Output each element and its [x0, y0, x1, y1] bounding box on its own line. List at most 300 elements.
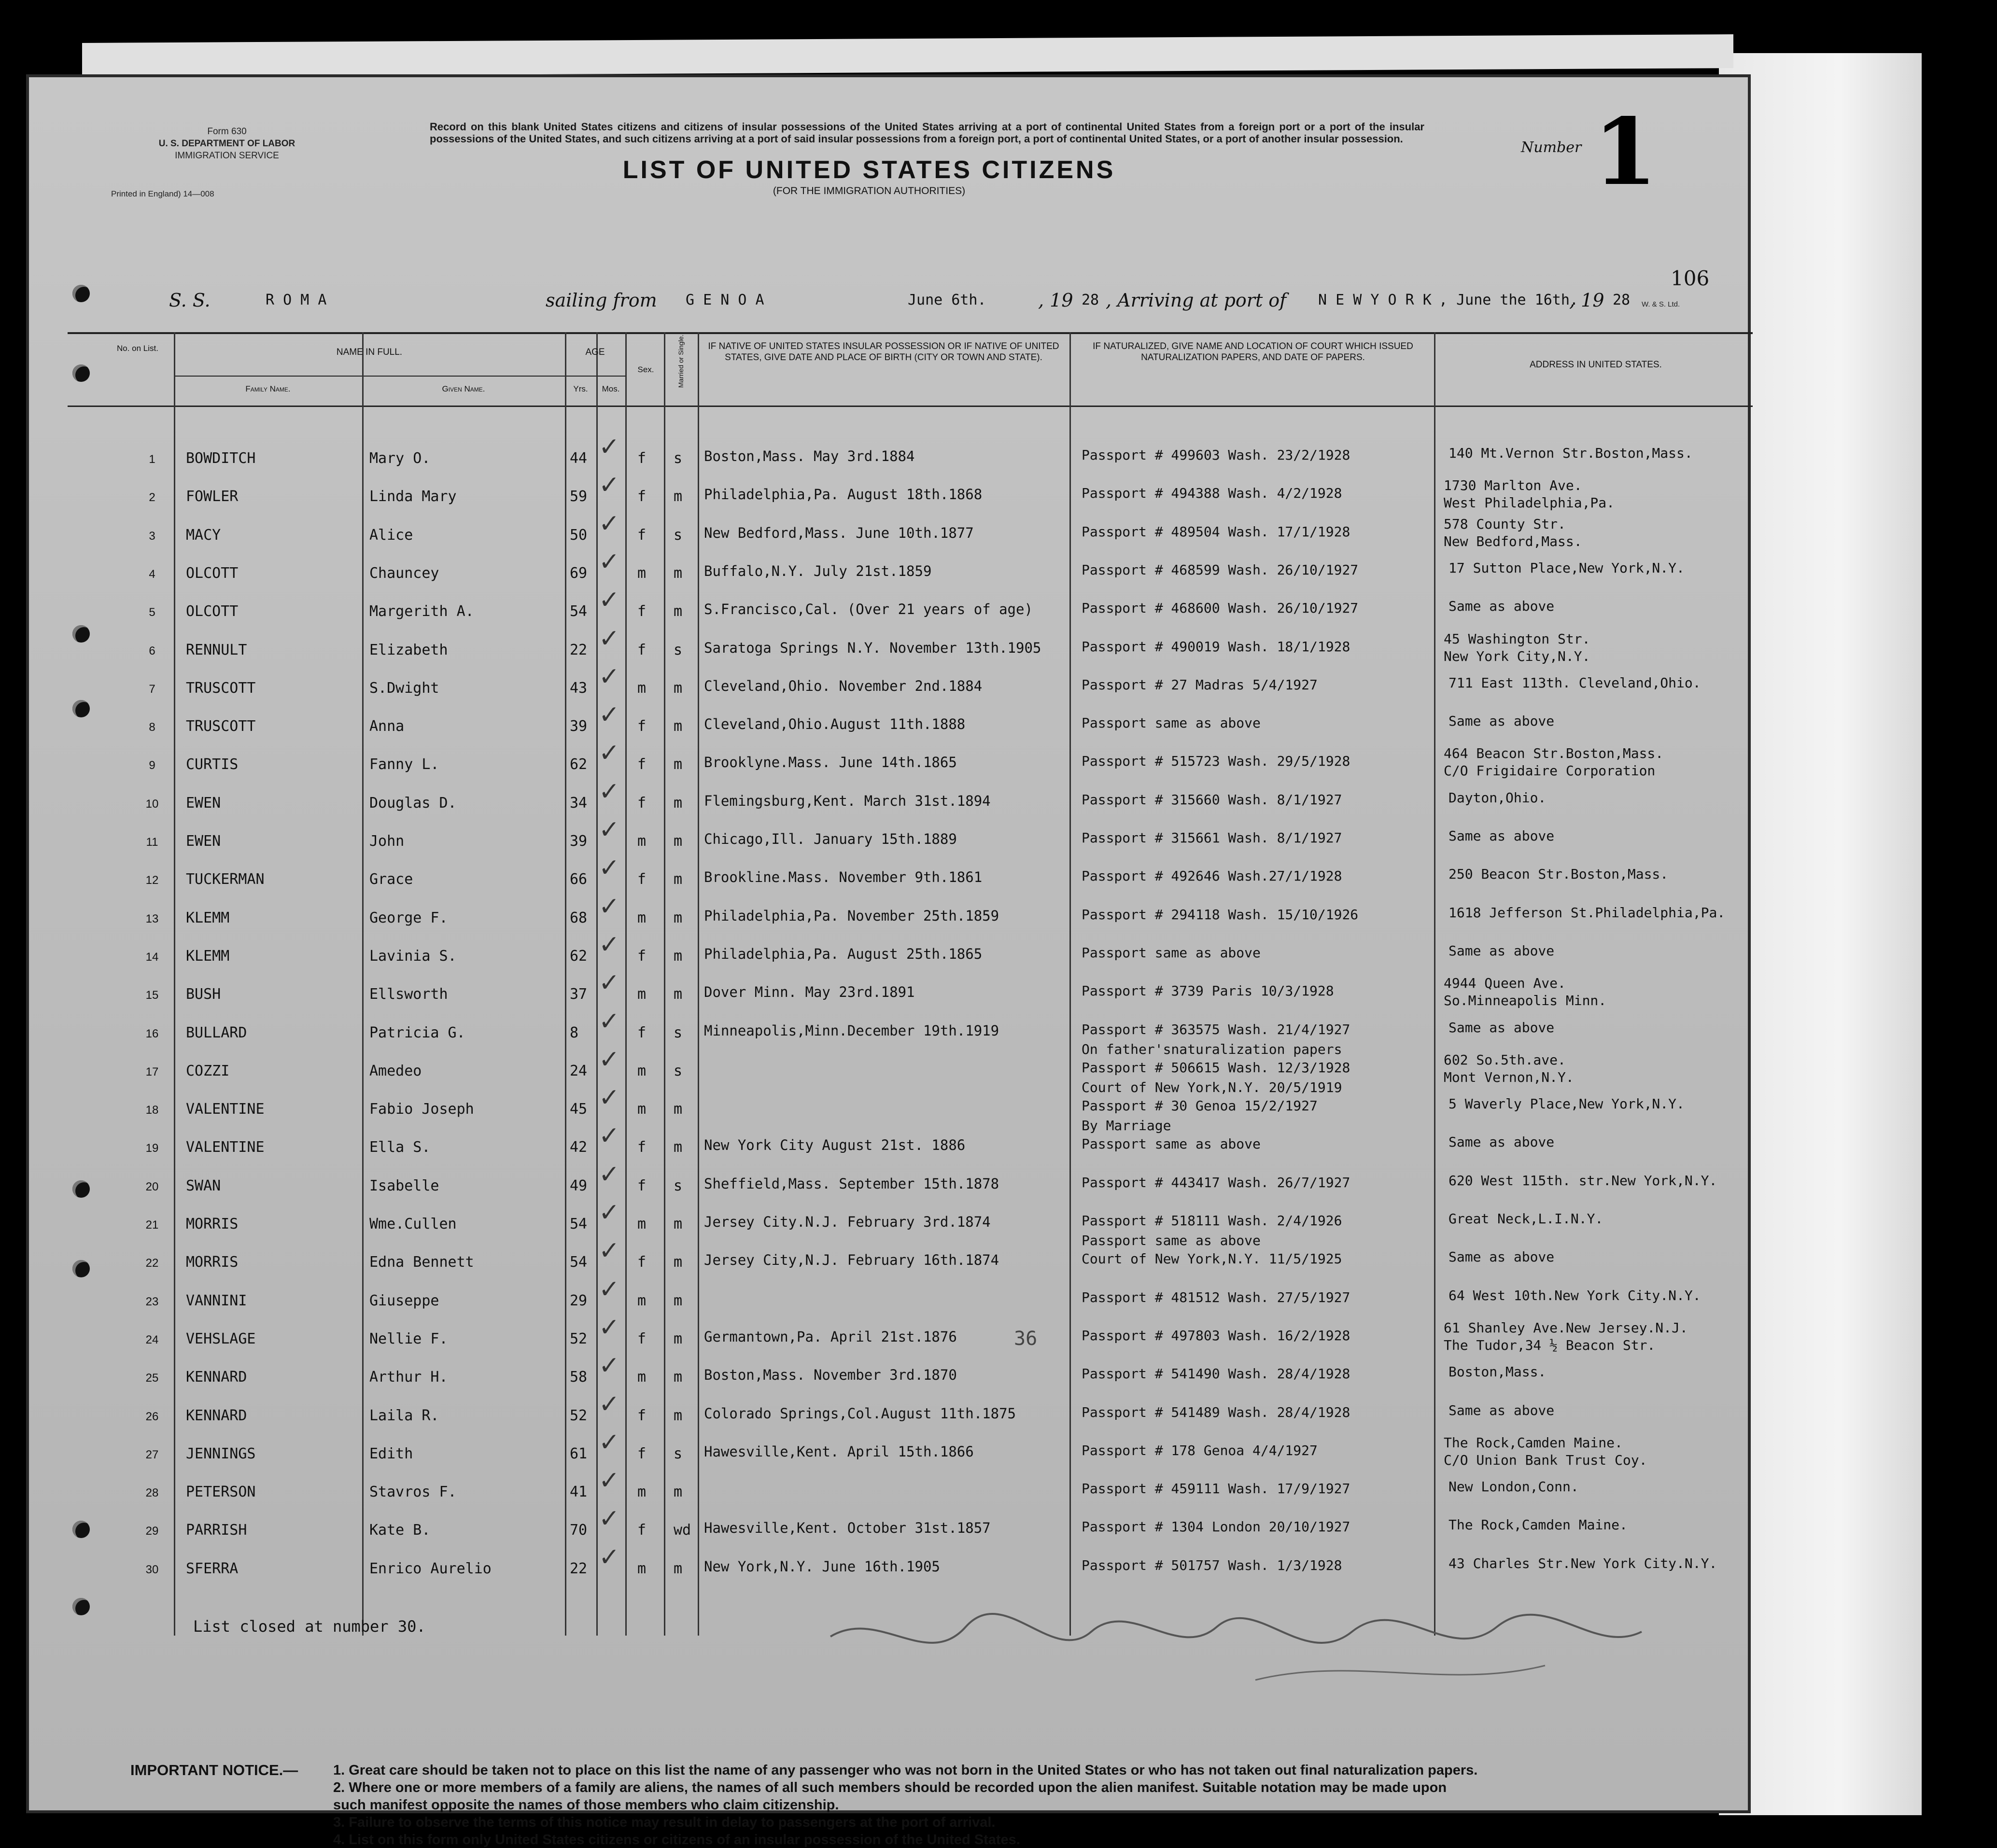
given-name: Amedeo — [369, 1062, 422, 1079]
birth-details: Hawesville,Kent. April 15th.1866 — [704, 1443, 974, 1460]
sex: f — [637, 450, 647, 467]
row-number: 8 — [149, 721, 155, 734]
table-row — [68, 892, 1753, 941]
passport-details: Passport # 315661 Wash. 8/1/1927 — [1082, 830, 1342, 846]
row-number: 18 — [145, 1104, 159, 1117]
marital-status: m — [674, 871, 683, 888]
age-years: 37 — [570, 986, 588, 1003]
address-line-2: West Philadelphia,Pa. — [1444, 495, 1615, 511]
sail-date: June 6th. — [908, 292, 986, 308]
marital-status: m — [674, 603, 683, 620]
age-years: 44 — [570, 450, 588, 467]
address-line-1: New London,Conn. — [1449, 1479, 1579, 1495]
form-number: Form 630 — [207, 126, 247, 137]
header-yrs: Yrs. — [573, 384, 588, 393]
notice-item: 1. Great care should be taken not to place on this list the name of any passenger who was not born in the United States or who has not taken out final naturalization papers. — [333, 1763, 1478, 1778]
naturalization-note: Passport same as above — [1082, 1232, 1261, 1249]
sex: m — [637, 564, 647, 582]
check-mark-icon: ✓ — [599, 1542, 620, 1572]
passport-details: Passport # 1304 London 20/10/1927 — [1082, 1519, 1350, 1535]
address-line-1: Same as above — [1449, 828, 1555, 844]
marital-status: m — [674, 1407, 683, 1424]
marital-status: m — [674, 1139, 683, 1156]
birth-details: Chicago,Ill. January 15th.1889 — [704, 831, 957, 847]
age-years: 59 — [570, 488, 588, 505]
header-given-name: Given Name. — [442, 384, 485, 393]
binding-hole — [72, 364, 90, 382]
check-mark-icon: ✓ — [599, 777, 620, 806]
passport-details: Passport # 459111 Wash. 17/9/1927 — [1082, 1481, 1350, 1497]
family-name: EWEN — [186, 794, 221, 812]
passport-details: Passport # 518111 Wash. 2/4/1926 — [1082, 1213, 1342, 1229]
age-years: 42 — [570, 1139, 588, 1156]
given-name: Stavros F. — [369, 1484, 457, 1501]
department: U. S. DEPARTMENT OF LABOR — [158, 139, 295, 149]
address-line-1: 250 Beacon Str.Boston,Mass. — [1449, 866, 1669, 882]
given-name: Mary O. — [369, 450, 431, 467]
age-years: 41 — [570, 1484, 588, 1501]
sex: f — [637, 1139, 647, 1156]
year-prefix-2: , 19 — [1569, 290, 1604, 311]
marital-status: m — [674, 1216, 683, 1232]
row-number: 30 — [145, 1563, 159, 1576]
address-line-1: Same as above — [1449, 942, 1555, 959]
notice-item: such manifest opposite the names of those members who claim citizenship. — [333, 1797, 839, 1813]
address-line-1: 1618 Jefferson St.Philadelphia,Pa. — [1449, 904, 1726, 921]
given-name: Douglas D. — [369, 794, 457, 812]
number-label: Number — [1521, 139, 1582, 156]
family-name: MORRIS — [186, 1216, 239, 1232]
address-line-1: 620 West 115th. str.New York,N.Y. — [1449, 1172, 1717, 1189]
check-mark-icon: ✓ — [599, 1121, 620, 1151]
given-name: Anna — [369, 718, 405, 735]
binding-hole — [72, 700, 90, 717]
address-line-1: 140 Mt.Vernon Str.Boston,Mass. — [1449, 445, 1693, 461]
birth-details: Colorado Springs,Col.August 11th.1875 — [704, 1405, 1016, 1422]
address-line-1: 45 Washington Str. — [1444, 630, 1590, 647]
header-sex: Sex. — [637, 365, 654, 374]
marital-status: s — [674, 450, 683, 467]
header-no-on-list: No. on List. — [117, 344, 158, 353]
check-mark-icon: ✓ — [599, 1466, 620, 1496]
age-years: 50 — [570, 526, 588, 544]
marital-status: m — [674, 1330, 683, 1347]
header-native: IF NATIVE OF UNITED STATES INSULAR POSSESSION OR IF NATIVE OF UNITED STATES, GIVE DATE AND PLACE OF BIRTH (CITY OR TOWN AND STATE). — [708, 341, 1059, 363]
sex: f — [637, 488, 647, 505]
sex: m — [637, 833, 647, 850]
age-years: 34 — [570, 794, 588, 812]
given-name: Arthur H. — [369, 1369, 448, 1386]
address-line-1: The Rock,Camden Maine. — [1444, 1434, 1623, 1451]
birth-details: Jersey City.N.J. February 3rd.1874 — [704, 1214, 991, 1230]
age-years: 54 — [570, 603, 588, 620]
family-name: KENNARD — [186, 1369, 247, 1386]
header-naturalized: IF NATURALIZED, GIVE NAME AND LOCATION OF COURT WHICH ISSUED NATURALIZATION PAPERS, AND DATE OF PAPERS. — [1093, 341, 1413, 363]
table-row — [68, 1232, 1753, 1286]
header-family-name: Family Name. — [245, 384, 291, 393]
sex: f — [637, 1254, 647, 1271]
to-port: N E W Y O R K — [1318, 292, 1432, 308]
check-mark-icon: ✓ — [599, 1504, 620, 1534]
birth-details: S.Francisco,Cal. (Over 21 years of age) — [704, 601, 1033, 618]
birth-details: Philadelphia,Pa. August 25th.1865 — [704, 945, 983, 962]
marital-status: m — [674, 794, 683, 812]
address-line-1: 17 Sutton Place,New York,N.Y. — [1449, 560, 1685, 576]
address-line-1: Same as above — [1449, 1134, 1555, 1150]
row-number: 26 — [145, 1410, 159, 1423]
sex: f — [637, 794, 647, 812]
passport-details: Passport # 468599 Wash. 26/10/1927 — [1082, 561, 1359, 578]
address-line-1: 578 County Str. — [1444, 516, 1566, 532]
marital-status: m — [674, 718, 683, 735]
sex: f — [637, 1330, 647, 1347]
marital-status: m — [674, 488, 683, 505]
age-subheader-rule — [565, 376, 625, 377]
address-line-1: Same as above — [1449, 1402, 1555, 1418]
check-mark-icon: ✓ — [599, 1160, 620, 1189]
age-years: 29 — [570, 1292, 588, 1309]
given-name: Kate B. — [369, 1522, 431, 1539]
table-row — [68, 854, 1753, 903]
family-name: PARRISH — [186, 1522, 247, 1539]
family-name: COZZI — [186, 1062, 230, 1079]
age-years: 61 — [570, 1445, 588, 1462]
given-name: Laila R. — [369, 1407, 439, 1424]
sex: f — [637, 1024, 647, 1041]
given-name: John — [369, 833, 405, 850]
service: IMMIGRATION SERVICE — [175, 151, 279, 161]
age-years: 52 — [570, 1407, 588, 1424]
passport-details: Passport # 501757 Wash. 1/3/1928 — [1082, 1557, 1342, 1573]
binding-hole — [72, 625, 90, 643]
check-mark-icon: ✓ — [599, 1198, 620, 1227]
passport-details: Passport same as above — [1082, 715, 1261, 731]
birth-details: Dover Minn. May 23rd.1891 — [704, 984, 915, 1001]
birth-details: New York City August 21st. 1886 — [704, 1137, 966, 1154]
sex: m — [637, 986, 647, 1003]
age-years: 45 — [570, 1101, 588, 1118]
handwritten-signature — [821, 1598, 1738, 1694]
address-line-1: 64 West 10th.New York City.N.Y. — [1449, 1287, 1701, 1303]
ss-label: S. S. — [169, 290, 211, 311]
check-mark-icon: ✓ — [599, 739, 620, 768]
arriving-label: , Arriving at port of — [1106, 290, 1287, 311]
birth-details: Jersey City,N.J. February 16th.1874 — [704, 1252, 999, 1269]
check-mark-icon: ✓ — [599, 662, 620, 691]
birth-details: Sheffield,Mass. September 15th.1878 — [704, 1175, 999, 1192]
marital-status: m — [674, 1101, 683, 1118]
check-mark-icon: ✓ — [599, 1236, 620, 1266]
table-row — [68, 1504, 1753, 1554]
passport-details: Passport # 497803 Wash. 16/2/1928 — [1082, 1327, 1350, 1344]
notice-lead: IMPORTANT NOTICE.— — [130, 1762, 298, 1778]
sex: f — [637, 756, 647, 773]
family-name: BUSH — [186, 986, 221, 1003]
passport-details: Passport # 178 Genoa 4/4/1927 — [1082, 1442, 1318, 1458]
row-number: 7 — [149, 682, 155, 696]
given-name: Grace — [369, 871, 413, 888]
age-years: 69 — [570, 564, 588, 582]
sex: f — [637, 1522, 647, 1539]
table-row — [68, 777, 1753, 826]
given-name: Linda Mary — [369, 488, 457, 505]
row-number: 5 — [149, 606, 155, 619]
marital-status: m — [674, 986, 683, 1003]
family-name: VALENTINE — [186, 1139, 265, 1156]
arrival-date: , June the 16th. — [1439, 292, 1578, 308]
address-line-2: The Tudor,34 ½ Beacon Str. — [1444, 1337, 1656, 1353]
given-name: George F. — [369, 909, 448, 926]
age-years: 58 — [570, 1369, 588, 1386]
marital-status: s — [674, 526, 683, 544]
year-prefix-1: , 19 — [1038, 290, 1073, 311]
page-top-edge — [82, 34, 1733, 77]
sex: m — [637, 1101, 647, 1118]
sex: f — [637, 718, 647, 735]
marital-status: s — [674, 1445, 683, 1462]
check-mark-icon: ✓ — [599, 968, 620, 998]
family-name: CURTIS — [186, 756, 239, 773]
given-name: Fanny L. — [369, 756, 439, 773]
address-line-1: Great Neck,L.I.N.Y. — [1449, 1211, 1603, 1227]
family-name: OLCOTT — [186, 603, 239, 620]
naturalization-note: On father'snaturalization papers — [1082, 1041, 1342, 1057]
from-port: G E N O A — [686, 292, 764, 308]
passenger-table — [68, 332, 1753, 1636]
table-row — [68, 1274, 1753, 1324]
age-years: 39 — [570, 718, 588, 735]
given-name: Edith — [369, 1445, 413, 1462]
binding-hole — [72, 285, 90, 302]
row-number: 16 — [145, 1027, 159, 1040]
passport-details: Passport # 541490 Wash. 28/4/1928 — [1082, 1366, 1350, 1382]
sex: f — [637, 1445, 647, 1462]
header-bottom-rule — [68, 406, 1753, 407]
birth-details: Cleveland,Ohio. November 2nd.1884 — [704, 677, 983, 694]
table-row — [68, 1428, 1753, 1477]
table-row — [68, 1389, 1753, 1439]
table-row — [68, 1542, 1753, 1592]
address-line-2: Mont Vernon,N.Y. — [1444, 1069, 1574, 1085]
address-line-1: Same as above — [1449, 1249, 1555, 1265]
sex: m — [637, 1560, 647, 1577]
passport-details: Passport # 468600 Wash. 26/10/1927 — [1082, 600, 1359, 616]
passport-details: Passport # 363575 Wash. 21/4/1927 — [1082, 1021, 1350, 1037]
age-years: 54 — [570, 1254, 588, 1271]
passport-details: Passport # 515723 Wash. 29/5/1928 — [1082, 753, 1350, 770]
address-line-1: Dayton,Ohio. — [1449, 789, 1547, 806]
address-line-2: C/O Frigidaire Corporation — [1444, 763, 1656, 779]
marital-status: m — [674, 1560, 683, 1577]
family-name: KLEMM — [186, 947, 230, 965]
binding-hole — [72, 1260, 90, 1277]
given-name: S.Dwight — [369, 679, 439, 697]
age-years: 66 — [570, 871, 588, 888]
birth-details: Saratoga Springs N.Y. November 13th.1905 — [704, 639, 1041, 656]
family-name: EWEN — [186, 833, 221, 850]
table-row — [68, 968, 1753, 1018]
row-number: 25 — [145, 1372, 159, 1385]
table-row — [68, 1466, 1753, 1515]
age-years: 43 — [570, 679, 588, 697]
check-mark-icon: ✓ — [599, 1351, 620, 1381]
age-years: 39 — [570, 833, 588, 850]
table-row — [68, 433, 1753, 482]
birth-details: Hawesville,Kent. October 31st.1857 — [704, 1520, 991, 1537]
birth-details: Philadelphia,Pa. November 25th.1859 — [704, 907, 999, 924]
margin-note: 36 — [1014, 1328, 1038, 1350]
year-suffix-1: 28 — [1082, 292, 1099, 308]
marital-status: m — [674, 1254, 683, 1271]
marital-status: s — [674, 1177, 683, 1194]
age-years: 8 — [570, 1024, 579, 1041]
binding-hole — [72, 1180, 90, 1198]
given-name: Margerith A. — [369, 603, 474, 620]
marital-status: m — [674, 1369, 683, 1386]
passport-details: Passport # 27 Madras 5/4/1927 — [1082, 676, 1318, 693]
check-mark-icon: ✓ — [599, 1007, 620, 1036]
voyage-line — [169, 290, 1666, 319]
table-row — [68, 624, 1753, 673]
age-years: 22 — [570, 1560, 588, 1577]
given-name: Isabelle — [369, 1177, 439, 1194]
sex: f — [637, 526, 647, 544]
passport-details: Passport # 489504 Wash. 17/1/1928 — [1082, 523, 1350, 540]
header-name-in-full: NAME IN FULL. — [336, 347, 403, 357]
age-years: 54 — [570, 1216, 588, 1232]
family-name: VANNINI — [186, 1292, 247, 1309]
check-mark-icon: ✓ — [599, 854, 620, 883]
address-line-2: C/O Union Bank Trust Coy. — [1444, 1452, 1647, 1468]
given-name: Edna Bennett — [369, 1254, 474, 1271]
row-number: 6 — [149, 644, 155, 658]
given-name: Ellsworth — [369, 986, 448, 1003]
age-years: 49 — [570, 1177, 588, 1194]
marital-status: s — [674, 1024, 683, 1041]
notice-item: 4. List on this form only United States citizens or citizens of an insular possession of the United States. — [333, 1832, 1020, 1848]
address-line-1: Boston,Mass. — [1449, 1364, 1547, 1380]
address-line-1: 4944 Queen Ave. — [1444, 975, 1566, 992]
check-mark-icon: ✓ — [599, 1083, 620, 1113]
sex: m — [637, 1216, 647, 1232]
table-row — [68, 1007, 1753, 1056]
birth-details: Buffalo,N.Y. July 21st.1859 — [704, 562, 932, 579]
printer-mark: W. & S. Ltd. — [1642, 300, 1680, 308]
table-row — [68, 1313, 1753, 1362]
row-number: 10 — [145, 797, 159, 811]
given-name: Ella S. — [369, 1139, 431, 1156]
row-number: 11 — [146, 836, 158, 849]
family-name: VALENTINE — [186, 1101, 265, 1118]
sex: f — [637, 1407, 647, 1424]
binding-hole — [72, 1598, 90, 1615]
naturalization-note: Court of New York,N.Y. 20/5/1919 — [1082, 1079, 1342, 1096]
marital-status: m — [674, 1484, 683, 1501]
marital-status: s — [674, 641, 683, 658]
passport-details: Passport # 541489 Wash. 28/4/1928 — [1082, 1404, 1350, 1420]
check-mark-icon: ✓ — [599, 1389, 620, 1419]
address-line-1: 1730 Marlton Ave. — [1444, 477, 1582, 494]
sex: f — [637, 947, 647, 965]
family-name: PETERSON — [186, 1484, 256, 1501]
row-number: 1 — [149, 453, 155, 466]
table-row — [68, 509, 1753, 559]
check-mark-icon: ✓ — [599, 624, 620, 653]
birth-details: Brookline.Mass. November 9th.1861 — [704, 869, 983, 886]
header-mos: Mos. — [602, 384, 620, 393]
passport-details: Passport # 490019 Wash. 18/1/1928 — [1082, 638, 1350, 655]
family-name: SFERRA — [186, 1560, 239, 1577]
row-number: 2 — [149, 491, 155, 504]
address-line-1: Same as above — [1449, 1019, 1555, 1036]
row-number: 9 — [149, 759, 155, 772]
table-row — [68, 930, 1753, 980]
passport-details: Passport # 506615 Wash. 12/3/1928 — [1082, 1059, 1350, 1076]
table-row — [68, 1118, 1753, 1171]
family-name: OLCOTT — [186, 564, 239, 582]
list-closed-note: List closed at number 30. — [193, 1617, 426, 1636]
passport-details: Passport # 3739 Paris 10/3/1928 — [1082, 983, 1334, 999]
given-name: Wme.Cullen — [369, 1216, 457, 1232]
birth-details: Flemingsburg,Kent. March 31st.1894 — [704, 792, 991, 809]
table-row — [68, 815, 1753, 865]
check-mark-icon: ✓ — [599, 700, 620, 730]
check-mark-icon: ✓ — [599, 586, 620, 615]
address-line-1: Same as above — [1449, 598, 1555, 615]
family-name: JENNINGS — [186, 1445, 256, 1462]
table-row — [68, 471, 1753, 520]
row-number: 20 — [145, 1180, 159, 1193]
table-top-rule — [68, 332, 1753, 334]
row-number: 19 — [145, 1142, 159, 1155]
address-line-1: 61 Shanley Ave.New Jersey.N.J. — [1444, 1319, 1688, 1336]
list-number: 1 — [1593, 98, 1658, 206]
birth-details: Cleveland,Ohio.August 11th.1888 — [704, 716, 966, 733]
sex: m — [637, 1369, 647, 1386]
age-years: 62 — [570, 756, 588, 773]
row-number: 3 — [149, 529, 155, 543]
check-mark-icon: ✓ — [599, 815, 620, 844]
page-number: 106 — [1671, 266, 1710, 290]
table-row — [68, 700, 1753, 750]
header-address: ADDRESS IN UNITED STATES. — [1530, 360, 1662, 370]
check-mark-icon: ✓ — [599, 892, 620, 921]
marital-status: m — [674, 756, 683, 773]
marital-status: m — [674, 679, 683, 697]
form-identification — [135, 126, 319, 162]
passport-details: Court of New York,N.Y. 11/5/1925 — [1082, 1251, 1342, 1267]
given-name: Fabio Joseph — [369, 1101, 474, 1118]
check-mark-icon: ✓ — [599, 930, 620, 959]
family-name: MORRIS — [186, 1254, 239, 1271]
passport-details: Passport # 494388 Wash. 4/2/1928 — [1082, 485, 1342, 502]
marital-status: wd — [674, 1522, 691, 1539]
header-age: AGE — [585, 347, 605, 357]
row-number: 12 — [145, 874, 159, 887]
table-row — [68, 547, 1753, 597]
birth-details: Minneapolis,Minn.December 19th.1919 — [704, 1022, 999, 1039]
given-name: Giuseppe — [369, 1292, 439, 1309]
row-number: 24 — [145, 1333, 159, 1346]
age-years: 22 — [570, 641, 588, 658]
check-mark-icon: ✓ — [599, 1313, 620, 1342]
family-name: SWAN — [186, 1177, 221, 1194]
family-name: RENNULT — [186, 641, 247, 658]
row-number: 23 — [145, 1295, 159, 1308]
row-number: 13 — [145, 912, 159, 925]
age-years: 68 — [570, 909, 588, 926]
birth-details: Boston,Mass. May 3rd.1884 — [704, 448, 915, 464]
